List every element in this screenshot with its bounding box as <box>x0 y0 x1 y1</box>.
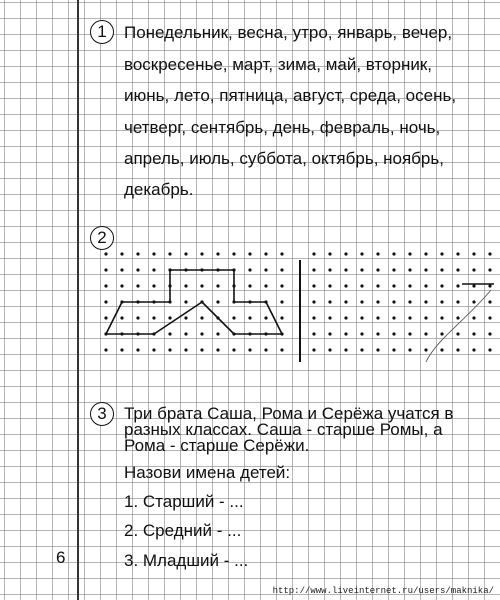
grid-dot <box>376 332 379 335</box>
grid-dot <box>488 284 491 287</box>
task1-line-4: четверг, сентябрь, день, февраль, ночь, <box>124 118 441 137</box>
grid-dot <box>200 332 203 335</box>
grid-dot <box>184 316 187 319</box>
grid-dot <box>392 332 395 335</box>
grid-dot <box>376 268 379 271</box>
grid-dot <box>376 300 379 303</box>
answer-middle: 2. Средний - ... <box>124 521 242 540</box>
grid-dot <box>152 252 155 255</box>
grid-dot <box>472 284 475 287</box>
grid-dot <box>216 300 219 303</box>
grid-dot <box>120 252 123 255</box>
grid-dot <box>472 348 475 351</box>
grid-dot <box>248 348 251 351</box>
grid-dot <box>312 300 315 303</box>
grid-dot <box>248 268 251 271</box>
grid-dot <box>440 252 443 255</box>
grid-dot <box>424 332 427 335</box>
grid-dot <box>376 316 379 319</box>
figure-center-down <box>202 302 234 334</box>
grid-dot <box>472 316 475 319</box>
grid-dot <box>232 348 235 351</box>
grid-dot <box>456 316 459 319</box>
grid-dot <box>264 316 267 319</box>
grid-dot <box>440 316 443 319</box>
task1-line-5: апрель, июль, суббота, октябрь, ноябрь, <box>124 149 444 168</box>
grid-dot <box>312 316 315 319</box>
answer-youngest: 3. Младший - ... <box>124 551 249 570</box>
grid-dot <box>488 348 491 351</box>
grid-dot <box>136 284 139 287</box>
grid-dot <box>280 284 283 287</box>
grid-dot <box>248 252 251 255</box>
grid-dot <box>472 332 475 335</box>
grid-dot <box>200 252 203 255</box>
grid-dot <box>200 284 203 287</box>
figure-left-slope <box>106 302 122 334</box>
grid-dot <box>360 252 363 255</box>
grid-dot <box>344 348 347 351</box>
grid-dot <box>408 268 411 271</box>
task3-question: Назови имена детей: <box>124 463 291 482</box>
grid-dot <box>408 284 411 287</box>
grid-dot <box>120 348 123 351</box>
grid-dot <box>360 348 363 351</box>
grid-dot <box>248 316 251 319</box>
grid-dot <box>360 300 363 303</box>
grid-dot <box>424 268 427 271</box>
grid-dot <box>216 332 219 335</box>
figure-center-up <box>154 302 202 334</box>
grid-dot <box>456 268 459 271</box>
grid-dot <box>488 332 491 335</box>
grid-dot <box>312 252 315 255</box>
grid-dot <box>376 284 379 287</box>
grid-dot <box>136 348 139 351</box>
grid-dot <box>424 284 427 287</box>
page-number: 6 <box>56 548 66 567</box>
grid-dot <box>168 252 171 255</box>
grid-dot <box>488 252 491 255</box>
grid-dot <box>360 268 363 271</box>
grid-dot <box>120 316 123 319</box>
grid-dot <box>328 300 331 303</box>
grid-dot <box>344 332 347 335</box>
grid-dot <box>168 332 171 335</box>
task-number-1: 1 <box>90 20 114 44</box>
grid-dot <box>152 316 155 319</box>
grid-dot <box>184 348 187 351</box>
grid-dot <box>120 284 123 287</box>
task1-line-3: июнь, лето, пятница, август, среда, осень, <box>124 86 457 105</box>
task3-line-1: Три брата Саша, Рома и Серёжа учатся в <box>124 404 454 423</box>
task-number-2: 2 <box>90 226 114 250</box>
grid-dot <box>488 300 491 303</box>
grid-dot <box>136 316 139 319</box>
grid-dot <box>280 252 283 255</box>
grid-dot <box>456 284 459 287</box>
grid-dot <box>456 300 459 303</box>
grid-dot <box>280 348 283 351</box>
grid-dot <box>440 268 443 271</box>
grid-dot <box>232 252 235 255</box>
grid-dot <box>392 284 395 287</box>
grid-dot <box>408 300 411 303</box>
answer-oldest: 1. Старший - ... <box>124 492 244 511</box>
drawn-figure <box>106 260 494 362</box>
grid-dot <box>424 300 427 303</box>
dot-grid-figure <box>96 250 496 370</box>
grid-dot <box>312 348 315 351</box>
grid-dot <box>440 332 443 335</box>
grid-dot <box>440 300 443 303</box>
grid-dot <box>168 348 171 351</box>
grid-dot <box>328 332 331 335</box>
grid-dot <box>328 348 331 351</box>
grid-dot <box>280 300 283 303</box>
margin-line <box>77 0 79 600</box>
grid-dot <box>392 252 395 255</box>
grid-dot <box>312 284 315 287</box>
grid-dot <box>456 332 459 335</box>
grid-dot <box>136 268 139 271</box>
grid-dot <box>232 316 235 319</box>
grid-dot <box>152 348 155 351</box>
grid-dot <box>120 268 123 271</box>
grid-dot <box>424 348 427 351</box>
grid-dot <box>104 252 107 255</box>
grid-dot <box>104 348 107 351</box>
grid-dot <box>216 348 219 351</box>
grid-dot <box>264 348 267 351</box>
grid-dot <box>104 284 107 287</box>
grid-dot <box>200 316 203 319</box>
grid-dot <box>248 284 251 287</box>
grid-dot <box>184 284 187 287</box>
grid-dot <box>328 284 331 287</box>
grid-dot <box>472 268 475 271</box>
grid-dot <box>184 252 187 255</box>
footer-url: http://www.liveinternet.ru/users/maknika/ <box>272 586 494 596</box>
task1-line-1: Понедельник, весна, утро, январь, вечер, <box>124 23 453 42</box>
grid-dot <box>392 316 395 319</box>
grid-dot <box>344 252 347 255</box>
grid-dot <box>376 348 379 351</box>
figure-right-slope <box>266 302 282 334</box>
grid-dot <box>184 332 187 335</box>
grid-dot <box>104 316 107 319</box>
grid-dot <box>408 316 411 319</box>
grid-dot <box>360 284 363 287</box>
grid-dot <box>408 332 411 335</box>
grid-dot <box>424 316 427 319</box>
task-number-3: 3 <box>90 402 114 426</box>
grid-dot <box>328 252 331 255</box>
grid-dot <box>392 348 395 351</box>
grid-dot <box>456 348 459 351</box>
grid-dot <box>344 300 347 303</box>
grid-dot <box>312 268 315 271</box>
grid-dot <box>488 316 491 319</box>
task1-line-2: воскресенье, март, зима, май, вторник, <box>124 55 432 74</box>
grid-dot <box>136 252 139 255</box>
grid-dot <box>328 268 331 271</box>
grid-dot <box>312 332 315 335</box>
grid-dot <box>472 300 475 303</box>
task1-line-6: декабрь. <box>124 180 194 199</box>
grid-dot <box>264 284 267 287</box>
grid-dot <box>152 268 155 271</box>
grid-dot <box>152 284 155 287</box>
grid-dot <box>344 268 347 271</box>
grid-dot <box>344 284 347 287</box>
grid-dot <box>408 252 411 255</box>
grid-dot <box>360 316 363 319</box>
grid-dot <box>264 252 267 255</box>
grid-dot <box>200 348 203 351</box>
grid-dot <box>168 316 171 319</box>
grid-dot <box>424 252 427 255</box>
grid-dot <box>328 316 331 319</box>
grid-dot <box>104 268 107 271</box>
grid-dot <box>472 252 475 255</box>
grid-dot <box>392 268 395 271</box>
grid-dot <box>104 300 107 303</box>
grid-dot <box>360 332 363 335</box>
grid-dot <box>440 284 443 287</box>
grid-dot <box>184 300 187 303</box>
grid-dot <box>392 300 395 303</box>
task3-line-2: разных классах. Саша - старше Ромы, а <box>124 420 443 439</box>
grid-dot <box>280 268 283 271</box>
grid-dot <box>408 348 411 351</box>
grid-dot <box>216 252 219 255</box>
grid-dot <box>440 348 443 351</box>
grid-dot <box>216 284 219 287</box>
grid-dot <box>280 316 283 319</box>
grid-dot <box>376 252 379 255</box>
task3-line-3: Рома - старше Серёжи. <box>124 436 310 455</box>
grid-dot <box>488 268 491 271</box>
grid-dot <box>264 268 267 271</box>
grid-dot <box>456 252 459 255</box>
grid-dot <box>344 316 347 319</box>
